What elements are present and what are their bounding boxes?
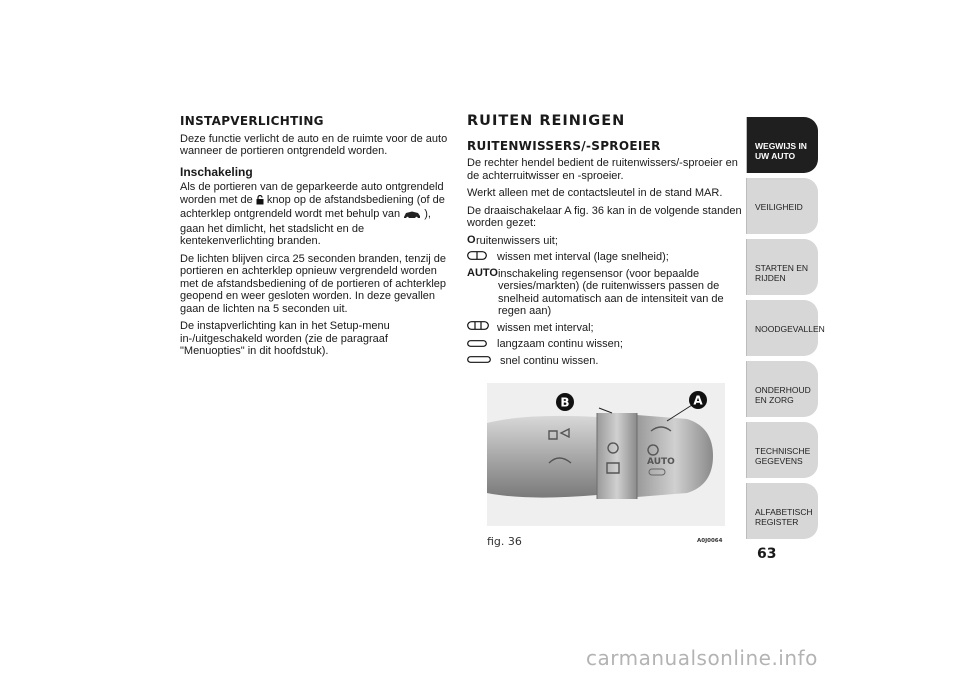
unlock-icon: [256, 195, 264, 209]
slow-wipe-icon: [467, 338, 487, 351]
paragraph-duur: De lichten blijven circa 25 seconden branden, tenzij de portieren en achterklep opnieuw vergrendeld worden met de afstandsbediening of de portieren of achterklep geopend en weer gesloten worden. In deze gevallen gaan de lichten na 5 seconden uit.: [180, 252, 447, 315]
tab-alfabetisch-register[interactable]: ALFABETISCH REGISTER: [746, 483, 818, 539]
heading-ruitenwissers: RUITENWISSERS/-SPROEIER: [467, 138, 661, 153]
tab-wegwijs[interactable]: WEGWIJS IN UW AUTO: [746, 117, 818, 173]
label-b-marker: [556, 393, 574, 411]
tab-veiligheid[interactable]: VEILIGHEID: [746, 178, 818, 234]
watermark-text: carmanualsonline.info: [586, 646, 818, 670]
figure-wiper-stalk: [487, 383, 725, 526]
page-number: 63: [757, 546, 777, 562]
paragraph-hendel: De rechter hendel bedient de ruitenwissers/-sproeier en de achterruitwisser en -sproeier.: [467, 157, 738, 182]
chapter-tabs: [746, 117, 825, 544]
interval-wipe-icon: [467, 251, 487, 264]
off-symbol: O: [467, 234, 476, 247]
mode-row-interval: wissen met interval;: [467, 322, 742, 335]
subheading-inschakeling: Inschakeling: [180, 164, 253, 179]
car-tailgate-icon: [403, 210, 421, 223]
right-column: [467, 115, 742, 371]
fast-wipe-icon: [467, 354, 491, 367]
mode-row-interval-low: wissen met interval (lage snelheid);: [467, 251, 742, 264]
paragraph-ontgrendeling: Als de portieren van de geparkeerde auto ontgrendeld worden met de knop op de afstandsbediening (of de achterklep ontgrendeld wordt met behulp van ), gaan het dimlicht, het stadslicht en de kentekenverlichting branden.: [180, 181, 445, 247]
heading-instapverlichting: INSTAPVERLICHTING: [180, 114, 324, 128]
paragraph-contact: Werkt alleen met de contactsleutel in de stand MAR.: [467, 187, 723, 199]
mode-row-slow: langzaam continu wissen;: [467, 338, 742, 351]
wiper-stalk-illustration: [487, 383, 725, 526]
interval-wipe-double-icon: [467, 321, 489, 334]
label-a-marker: [689, 391, 707, 409]
auto-symbol: AUTO: [467, 267, 498, 280]
tab-starten-en-rijden[interactable]: STARTEN EN RIJDEN: [746, 239, 818, 295]
figure-code: A0J0064: [697, 538, 723, 544]
paragraph-standen: De draaischakelaar A fig. 36 kan in de volgende standen worden gezet:: [467, 204, 742, 229]
section-title: RUITEN REINIGEN: [467, 113, 626, 129]
tab-noodgevallen[interactable]: NOODGEVALLEN: [746, 300, 818, 356]
mode-row-off: O ruitenwissers uit;: [467, 234, 558, 247]
left-column: [180, 115, 450, 363]
switch-auto-label: AUTO: [647, 457, 675, 467]
mode-row-auto: AUTO inschakeling regensensor (voor bepaalde versies/markten) (de ruitenwissers passen de snelheid automatisch aan de intensiteit van de regen aan): [467, 267, 724, 317]
svg-text:A: A: [693, 393, 703, 408]
paragraph-setup: De instapverlichting kan in het Setup-menu in-/uitgeschakeld worden (zie de paragraaf "Menuopties" in dit hoofdstuk).: [180, 320, 390, 357]
intro-paragraph: Deze functie verlicht de auto en de ruimte voor de auto wanneer de portieren ontgrendeld worden.: [180, 132, 448, 157]
svg-text:B: B: [560, 395, 570, 410]
tab-onderhoud-en-zorg[interactable]: ONDERHOUD EN ZORG: [746, 361, 818, 417]
figure-caption: fig. 36: [487, 535, 522, 548]
tab-technische-gegevens[interactable]: TECHNISCHE GEGEVENS: [746, 422, 818, 478]
mode-row-fast: snel continu wissen.: [467, 355, 742, 368]
